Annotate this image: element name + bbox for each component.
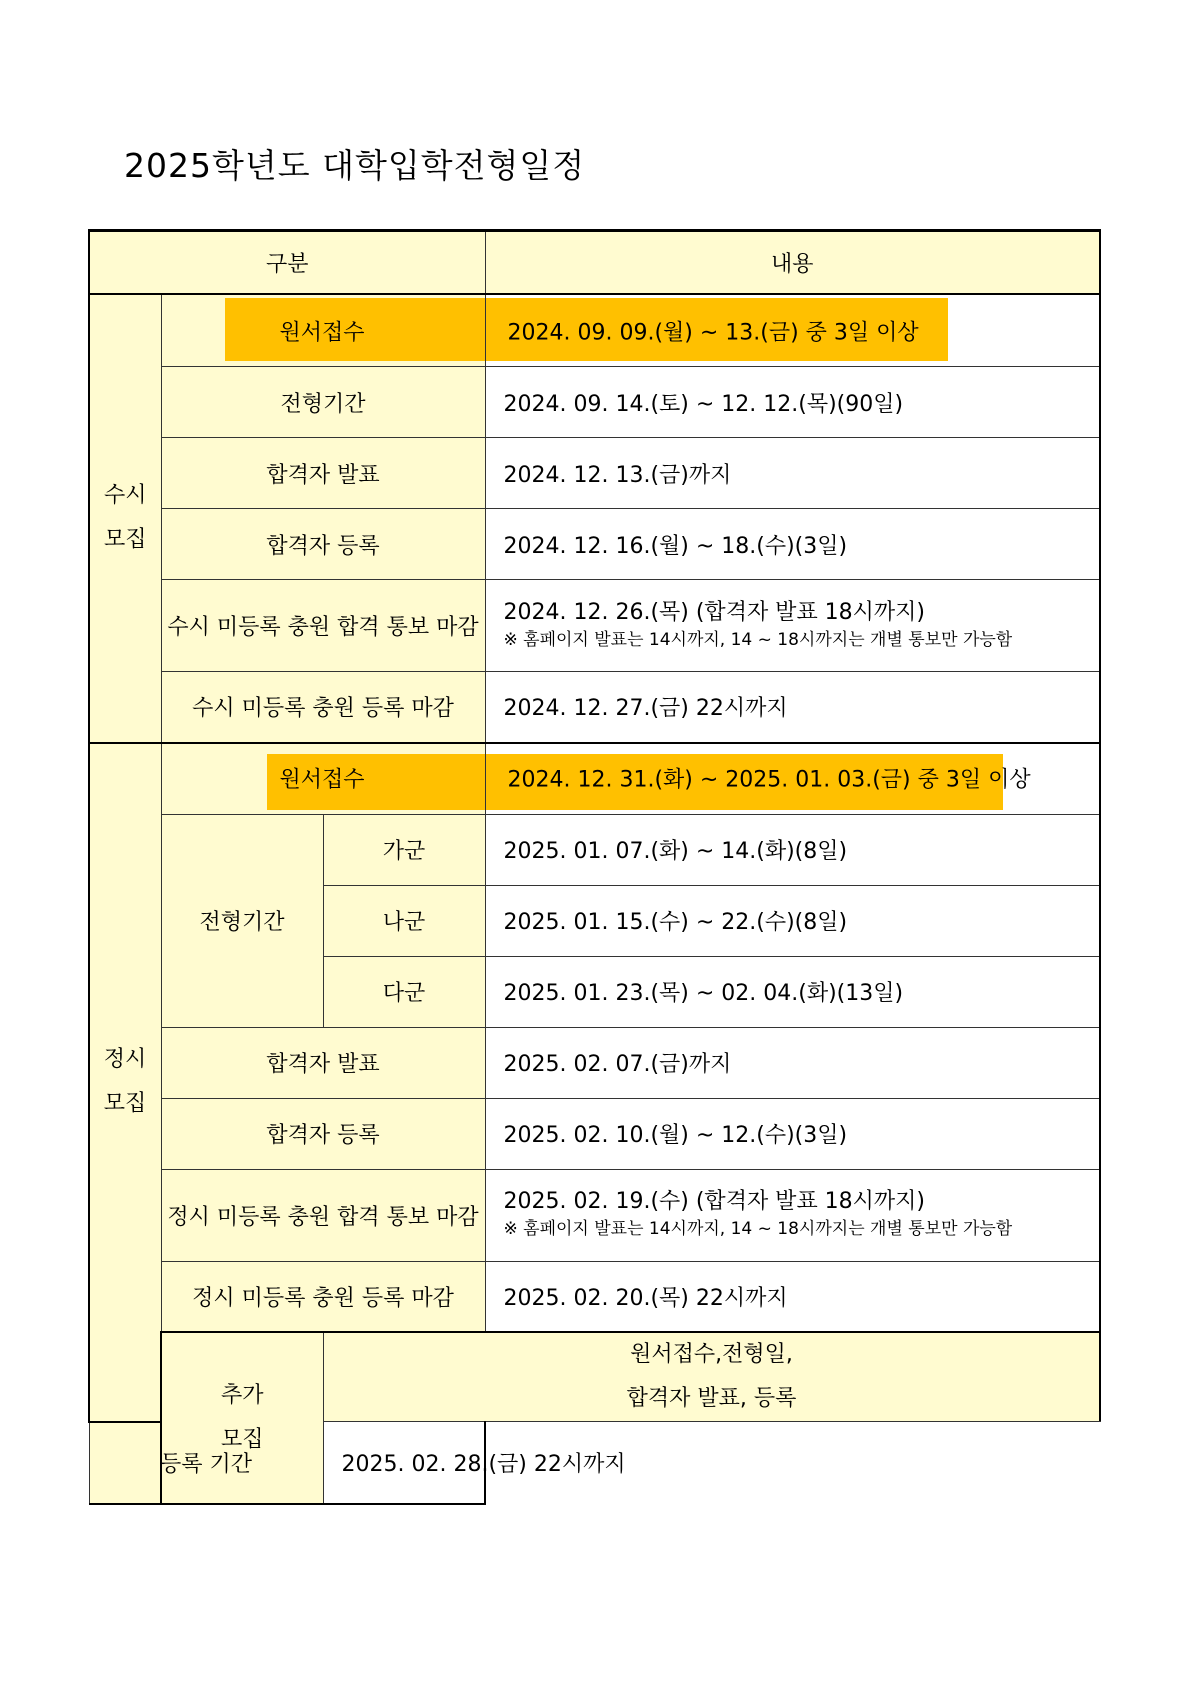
susi-period-label: 전형기간 — [161, 367, 485, 438]
susi-apply-value: 2024. 09. 09.(월) ~ 13.(금) 중 3일 이상 — [507, 320, 919, 345]
jeongsi-row-group-ga — [89, 814, 1100, 885]
susi-row-apply — [89, 294, 1100, 367]
jeongsi-announce-label: 합격자 발표 — [161, 1027, 485, 1098]
jeongsi-apply-value: 2024. 12. 31.(화) ~ 2025. 01. 03.(금) 중 3일 이상 — [507, 767, 1031, 792]
jeongsi-category-line2: 모집 — [103, 1091, 147, 1116]
jeongsi-row-register — [89, 1098, 1100, 1169]
susi-register-label: 합격자 등록 — [161, 509, 485, 580]
jeongsi-category-line1: 정시 — [103, 1047, 147, 1072]
susi-row-announce — [89, 438, 1100, 509]
susi-announce-value: 2024. 12. 13.(금)까지 — [485, 438, 1100, 509]
susi-waitlist-register-value: 2024. 12. 27.(금) 22시까지 — [485, 672, 1100, 743]
page-title: 2025학년도 대학입학전형일정 — [124, 146, 586, 185]
susi-row-register — [89, 509, 1100, 580]
susi-row-waitlist-register — [89, 672, 1100, 743]
susi-category-line1: 수시 — [103, 483, 147, 509]
jeongsi-group-da-label: 다군 — [323, 956, 485, 1027]
chuga-main-label-cell — [323, 1332, 1100, 1422]
jeongsi-row-announce — [89, 1027, 1100, 1098]
jeongsi-row-apply — [89, 743, 1100, 815]
chuga-register-label: 등록 기간 — [89, 1422, 323, 1504]
jeongsi-announce-value: 2025. 02. 07.(금)까지 — [485, 1027, 1100, 1098]
jeongsi-row-waitlist-register — [89, 1261, 1100, 1332]
jeongsi-waitlist-notice-note: ※ 홈페이지 발표는 14시까지, 14 ~ 18시까지는 개별 통보만 가능함 — [503, 1219, 1013, 1239]
susi-apply-label: 원서접수 — [279, 320, 365, 345]
jeongsi-group-ga-value: 2025. 01. 07.(화) ~ 14.(화)(8일) — [485, 814, 1100, 885]
susi-apply-value-cell — [485, 294, 1100, 367]
header-row — [89, 231, 1100, 295]
susi-row-waitlist-notice — [89, 580, 1100, 672]
susi-category-line2: 모집 — [103, 527, 147, 553]
susi-announce-label: 합격자 발표 — [161, 438, 485, 509]
chuga-category-line1: 추가 — [220, 1382, 264, 1408]
susi-waitlist-notice-value-cell — [485, 580, 1100, 672]
chuga-main-label-line1: 원서접수,전형일, — [630, 1342, 793, 1367]
chuga-main-label-line2: 합격자 발표, 등록 — [626, 1386, 797, 1411]
susi-register-value: 2024. 12. 16.(월) ~ 18.(수)(3일) — [485, 509, 1100, 580]
susi-waitlist-notice-label: 수시 미등록 충원 합격 통보 마감 — [161, 580, 485, 672]
susi-waitlist-notice-note: ※ 홈페이지 발표는 14시까지, 14 ~ 18시까지는 개별 통보만 가능함 — [503, 629, 1013, 650]
jeongsi-waitlist-notice-label: 정시 미등록 충원 합격 통보 마감 — [161, 1169, 485, 1261]
jeongsi-apply-label: 원서접수 — [279, 767, 365, 792]
susi-category — [89, 294, 161, 743]
jeongsi-row-waitlist-notice — [89, 1169, 1100, 1261]
header-category: 구분 — [89, 231, 485, 295]
susi-row-period — [89, 367, 1100, 438]
susi-apply-label-cell — [161, 294, 485, 367]
susi-waitlist-notice-value: 2024. 12. 26.(목) (합격자 발표 18시까지) — [503, 599, 926, 625]
susi-waitlist-register-label: 수시 미등록 충원 등록 마감 — [161, 672, 485, 743]
jeongsi-waitlist-notice-value: 2025. 02. 19.(수) (합격자 발표 18시까지) — [503, 1189, 926, 1214]
jeongsi-period-label: 전형기간 — [161, 814, 323, 1027]
header-content: 내용 — [485, 231, 1100, 295]
susi-period-value: 2024. 09. 14.(토) ~ 12. 12.(목)(90일) — [485, 367, 1100, 438]
jeongsi-group-na-label: 나군 — [323, 885, 485, 956]
jeongsi-waitlist-notice-value-cell — [485, 1169, 1100, 1261]
jeongsi-register-label: 합격자 등록 — [161, 1098, 485, 1169]
jeongsi-waitlist-register-value: 2025. 02. 20.(목) 22시까지 — [485, 1261, 1100, 1332]
chuga-row-main — [89, 1332, 1100, 1422]
jeongsi-apply-label-cell — [161, 743, 485, 815]
jeongsi-register-value: 2025. 02. 10.(월) ~ 12.(수)(3일) — [485, 1098, 1100, 1169]
admission-schedule-table — [88, 229, 1101, 1505]
jeongsi-group-ga-label: 가군 — [323, 814, 485, 885]
jeongsi-group-da-value: 2025. 01. 23.(목) ~ 02. 04.(화)(13일) — [485, 956, 1100, 1027]
jeongsi-waitlist-register-label: 정시 미등록 충원 등록 마감 — [161, 1261, 485, 1332]
jeongsi-apply-value-cell — [485, 743, 1100, 815]
jeongsi-category — [89, 743, 161, 1422]
chuga-register-value: 2025. 02. 28.(금) 22시까지 — [323, 1422, 485, 1504]
chuga-category-line2: 모집 — [220, 1426, 264, 1452]
jeongsi-group-na-value: 2025. 01. 15.(수) ~ 22.(수)(8일) — [485, 885, 1100, 956]
